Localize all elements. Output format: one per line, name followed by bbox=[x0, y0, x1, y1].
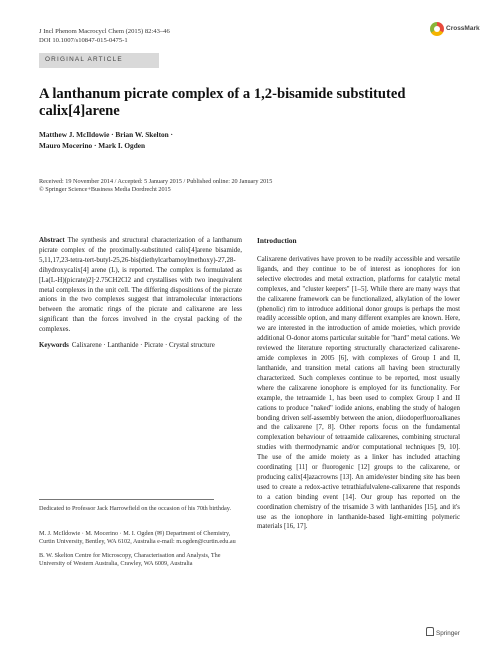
keywords-text: Calixarene · Lanthanide · Picrate · Crystal structure bbox=[71, 342, 215, 349]
dedication-note: Dedicated to Professor Jack Harrowfield on the occasion of his 70th birthday. bbox=[39, 505, 232, 512]
affiliation-2: B. W. Skelton Centre for Microscopy, Characterisation and Analysis, The University of Western Australia, Crawley, WA 6009, Australia bbox=[39, 551, 221, 567]
crossmark-badge[interactable] bbox=[430, 22, 480, 44]
footnote-divider bbox=[39, 499, 214, 500]
crossmark-label: CrossMark bbox=[446, 25, 480, 32]
journal-doi[interactable]: DOI 10.1007/s10847-015-0475-1 bbox=[39, 37, 128, 44]
dates-line: Received: 19 November 2014 / Accepted: 5 January 2015 / Published online: 20 January 2015 bbox=[39, 178, 273, 185]
introduction-heading: Introduction bbox=[257, 236, 297, 245]
crossmark-icon bbox=[430, 22, 444, 36]
abstract-text: The synthesis and structural characterization of a lanthanum picrate complex of the proximally-substituted calix[4]arene bisamide, 5,11,17,23-tetra-tert-butyl-25,26-bis(diethylcarbamoylmethoxy)-27,28-dihydroxycalix[4] arene (L), is reported. The complex is formulated as [La(L-H)(picrate)2]·2.75CH2Cl2 and crystallises with two inequivalent metal complexes in the unit cell. The differing dispositions of the picrate anions in the two complexes suggest that intramolecular interactions between the aromatic rings of the picrate and calixarene are less significant than the forces involved in the crystal packing of the complexes. bbox=[39, 237, 242, 334]
publisher-footer bbox=[426, 627, 460, 637]
keywords bbox=[39, 341, 242, 351]
springer-horse-icon bbox=[426, 627, 434, 636]
journal-citation: J Incl Phenom Macrocycl Chem (2015) 82:43–46 bbox=[39, 28, 170, 35]
publication-dates bbox=[39, 178, 459, 195]
affiliations bbox=[39, 530, 242, 573]
publisher-name: Springer bbox=[436, 630, 460, 637]
journal-header bbox=[39, 27, 170, 45]
abstract-label: Abstract bbox=[39, 237, 65, 244]
section-label: ORIGINAL ARTICLE bbox=[45, 56, 123, 63]
abstract bbox=[39, 236, 242, 335]
copyright-line: © Springer Science+Business Media Dordrecht 2015 bbox=[39, 186, 171, 194]
affiliation-1: M. J. McIldowie · M. Mocerino · M. I. Ogden (✉) Department of Chemistry, Curtin University, Bentley, WA 6102, Australia e-mail: m.ogden@curtin.edu.au bbox=[39, 530, 236, 546]
keywords-label: Keywords bbox=[39, 342, 69, 349]
authors-line-1: Matthew J. McIldowie · Brian W. Skelton · bbox=[39, 130, 173, 139]
authors-line-2: Mauro Mocerino · Mark I. Ogden bbox=[39, 141, 146, 150]
article-title: A lanthanum picrate complex of a 1,2-bisamide substituted calix[4]arene bbox=[39, 86, 406, 119]
section-label-bar bbox=[39, 53, 159, 68]
author-list bbox=[39, 129, 399, 151]
introduction-text: Calixarene derivatives have proven to be readily accessible and versatile ligands, and they continue to be of interest as ionophores for ion selective electrodes and metal extraction, platforms for catalytic metal complexes, and "cluster keepers" [1–5]. While there are many ways that the calixarene framework can be functionalized, alkylation of the lower (phenolic) rim to introduce additional donor groups is perhaps the most readily accessible option, and many different examples are known. Here, we are interested in the introduction of amide moieties, which provide additional O-donor atoms particular suitable for "hard" metal cations. We reviewed the literature reporting structurally characterized calixarene-amide complexes in 2005 [6], with complexes of Group I and II, lanthanide, and transition metal cations all having been structurally characterized. Such complexes continue to be reported, most usually where the calixarene ionophore is employed for its functionality. For example, the tetraamide 1, has been used to complex Group I and II cations to produce "naked" iodide anions, enabling the study of halogen bonding driven self-assembly between the anion, diiodoperfluoroalkanes and the calixarene [7, 8]. Other reports focus on the fundamental complexation behaviour of tetraamide calixarenes, combining structural studies with thermodynamic and/or computational techniques [9, 10]. The use of the amide moiety as a linker has included attaching coordinating [11] or fluorogenic [12] groups to the calixarene, or producing calix[4]azacrowns [13]. An amide/ester binding site has been used to create a redox-active tetrathiafulvalene-calixarene that responds to a cation binding event [14]. Our group has reported on the coordination chemistry of the trisamide 3 with lanthanides [15], and it's use as the ionophore in lanthanide-based light-emitting polymeric materials [16, 17]. bbox=[257, 256, 460, 531]
